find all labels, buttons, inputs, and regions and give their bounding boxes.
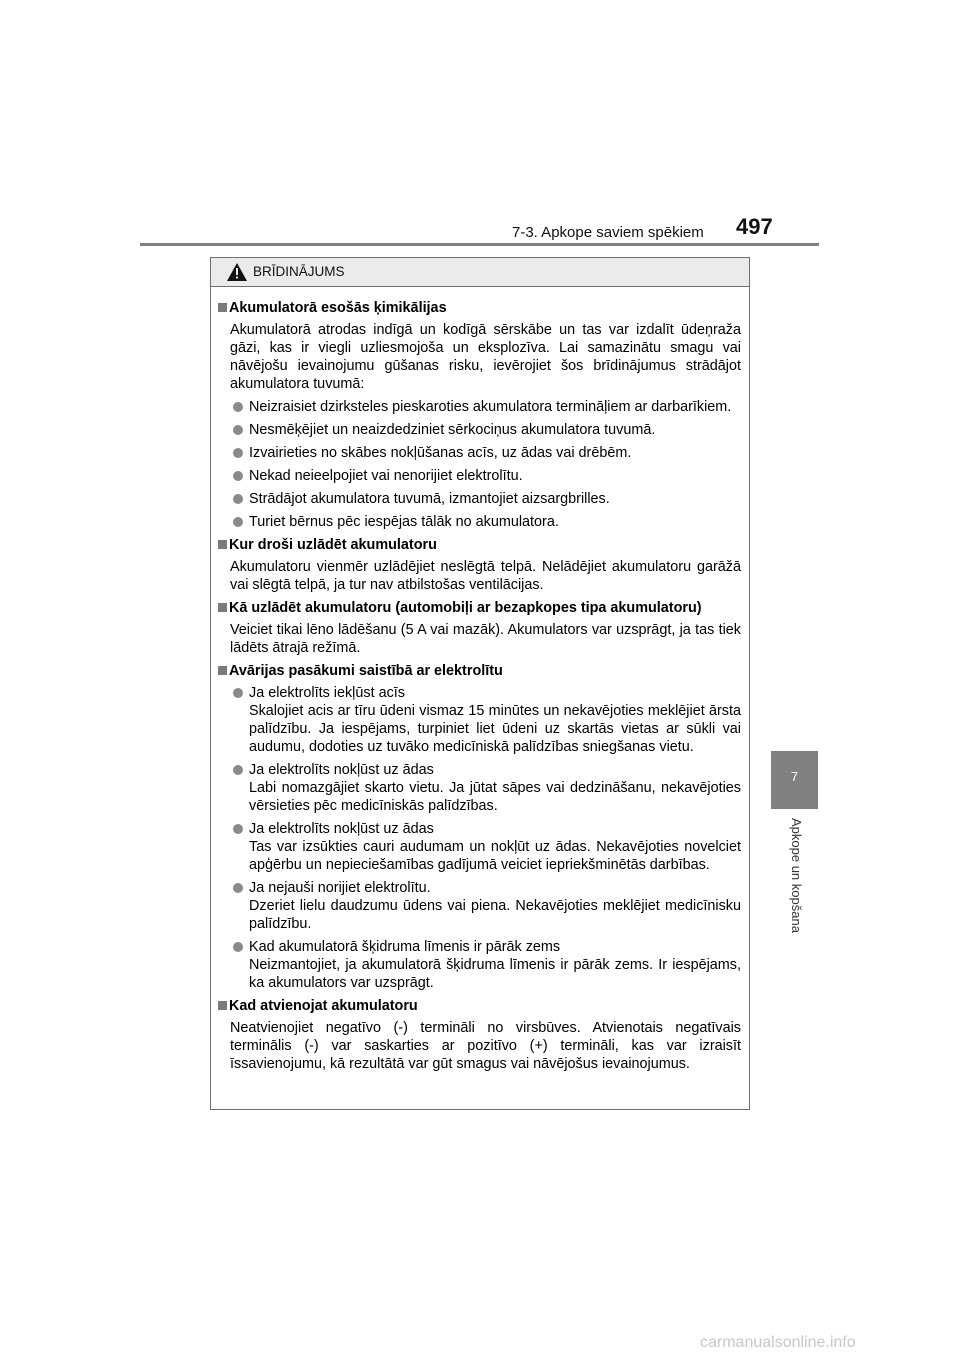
chapter-number: 7 <box>790 769 799 784</box>
chapter-tab <box>771 751 818 809</box>
item-title: Ja elektrolīts iekļūst acīs <box>249 685 405 701</box>
list-item: Nekad neieelpojiet vai nenorijiet elektrolītu. <box>217 467 741 485</box>
item-title: Kad akumulatorā šķidruma līmenis ir pārāk zems <box>249 939 561 955</box>
item-text: Skalojiet acis ar tīru ūdeni vismaz 15 minūtes un nekavējoties meklējiet ārsta palīdzību. Ja iespējams, turpiniet liet ūdeni uz skartās vietas ar sūkli vai audumu, dodoties uz tuvāko medicīniskā palīdzības sniegšanas vietu. <box>249 703 741 755</box>
section-text: Akumulatorā atrodas indīgā un kodīgā sērskābe un tas var izdalīt ūdeņraža gāzi, kas ir viegli uzliesmojoša un eksplozīva. Lai samazinātu smagu vai nāvējošu ievainojumu gūšanas risku, ievērojiet šos brīdinājumus strādājot akumulatora tuvumā: <box>230 322 741 392</box>
chapter-title: Apkope un kopšana <box>789 818 804 933</box>
warning-content <box>211 287 749 1073</box>
warning-triangle-icon <box>227 263 247 281</box>
list-item: Strādājot akumulatora tuvumā, izmantojiet aizsargbrilles. <box>217 490 741 508</box>
list-item: Turiet bērnus pēc iespējas tālāk no akumulatora. <box>217 513 741 531</box>
section-title: 7-3. Apkope saviem spēkiem <box>512 224 704 241</box>
item-text: Labi nomazgājiet skarto vietu. Ja jūtat sāpes vai dedzināšanu, nekavējoties vērsieties pēc medicīniskās palīdzības. <box>249 780 741 814</box>
item-text: Neizmantojiet, ja akumulatorā šķidruma līmenis ir pārāk zems. Ir iespējams, ka akumulators var uzsprāgt. <box>249 957 741 991</box>
page-number: 497 <box>736 214 773 239</box>
item-title: Ja nejauši norijiet elektrolītu. <box>249 880 431 896</box>
section-heading: Kur droši uzlādēt akumulatoru <box>217 536 741 554</box>
list-item: Nesmēķējiet un neaizdedziniet sērkociņus akumulatora tuvumā. <box>217 421 741 439</box>
list-item <box>217 938 741 992</box>
list-item <box>217 684 741 756</box>
section-heading: Avārijas pasākumi saistībā ar elektrolītu <box>217 662 741 680</box>
warning-box <box>210 257 750 1110</box>
section-text: Veiciet tikai lēno lādēšanu (5 A vai mazāk). Akumulators var uzsprāgt, ja tas tiek lādēts ātrajā režīmā. <box>230 622 741 656</box>
list-item <box>217 879 741 933</box>
watermark: carmanualsonline.info <box>700 1334 856 1351</box>
list-item: Izvairieties no skābes nokļūšanas acīs, uz ādas vai drēbēm. <box>217 444 741 462</box>
section-heading: Kā uzlādēt akumulatoru (automobiļi ar bezapkopes tipa akumulatoru) <box>217 599 741 617</box>
list-item: Neizraisiet dzirksteles pieskaroties akumulatora termināļiem ar darbarīkiem. <box>217 398 741 416</box>
header-divider <box>140 243 819 246</box>
section-heading: Akumulatorā esošās ķimikālijas <box>217 299 741 317</box>
section-heading: Kad atvienojat akumulatoru <box>217 997 741 1015</box>
item-text: Tas var izsūkties cauri audumam un nokļūt uz ādas. Nekavējoties novelciet apģērbu un nepieciešamības gadījumā veiciet iepriekšminētās darbības. <box>249 839 741 873</box>
section-text: Akumulatoru vienmēr uzlādējiet neslēgtā telpā. Nelādējiet akumulatoru garāžā vai slēgtā telpā, ja tur nav atbilstošas ventilācijas. <box>230 559 741 593</box>
section-text: Neatvienojiet negatīvo (-) termināli no virsbūves. Atvienotais negatīvais terminālis (-) var saskarties ar pozitīvo (+) termināli, kas var izraisīt īssavienojumu, kā rezultātā var gūt smagus vai nāvējošus ievainojumus. <box>230 1020 741 1072</box>
item-title: Ja elektrolīts nokļūst uz ādas <box>249 821 434 837</box>
warning-header <box>211 258 749 287</box>
chapter-side-label <box>788 818 806 958</box>
warning-title: BRĪDINĀJUMS <box>253 264 345 279</box>
list-item <box>217 761 741 815</box>
list-item <box>217 820 741 874</box>
page-header <box>0 0 960 250</box>
item-title: Ja elektrolīts nokļūst uz ādas <box>249 762 434 778</box>
item-text: Dzeriet lielu daudzumu ūdens vai piena. Nekavējoties meklējiet medicīnisku palīdzību. <box>249 898 741 932</box>
